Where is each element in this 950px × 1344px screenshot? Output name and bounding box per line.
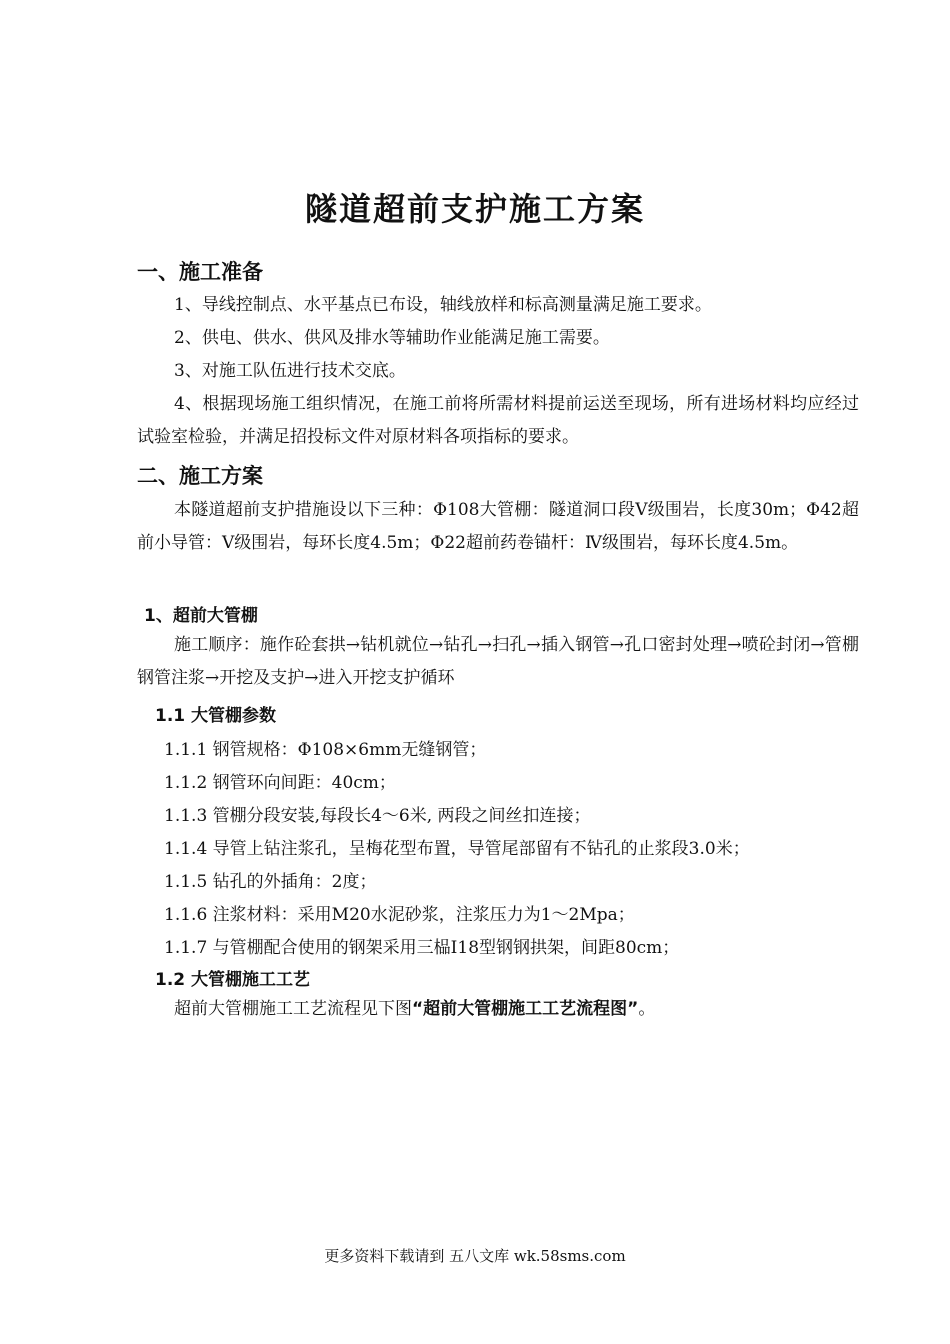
section1-item-1: 1、导线控制点、水平基点已布设，轴线放样和标高测量满足施工要求。 <box>174 295 712 315</box>
section2-intro: 本隧道超前支护措施设以下三种：Φ108大管棚：隧道洞口段Ⅴ级围岩，长度30m；Φ42超前小导管：Ⅴ级围岩，每环长度4.5m；Φ22超前药卷锚杆：Ⅳ级围岩，每环长度4.5m。 <box>137 500 859 553</box>
param-item-3: 1.1.3 管棚分段安装,每段长4～6米, 两段之间丝扣连接； <box>164 806 591 826</box>
section2-heading: 二、施工方案 <box>137 464 263 488</box>
param-item-7: 1.1.7 与管棚配合使用的钢架采用三榀Ⅰ18型钢钢拱架，间距80cm； <box>164 938 680 958</box>
process-heading: 1.2 大管棚施工工艺 <box>155 970 311 990</box>
document-title: 隧道超前支护施工方案 <box>304 190 645 228</box>
param-item-1: 1.1.1 钢管规格：Φ108×6mm无缝钢管； <box>164 740 487 760</box>
section1-item-4: 4、根据现场施工组织情况，在施工前将所需材料提前运送至现场，所有进场材料均应经过试验室检验，并满足招投标文件对原材料各项指标的要求。 <box>137 394 859 447</box>
process-text-after: 。 <box>638 999 656 1019</box>
param-item-4: 1.1.4 导管上钻注浆孔，呈梅花型布置，导管尾部留有不钻孔的止浆段3.0米； <box>164 839 750 859</box>
process-text <box>137 993 859 1026</box>
footer-note: 更多资料下载请到 五八文库 wk.58sms.com <box>324 1247 626 1265</box>
param-item-5: 1.1.5 钻孔的外插角：2度； <box>164 872 377 892</box>
param-item-2: 1.1.2 钢管环向间距：40cm； <box>164 773 396 793</box>
params-heading: 1.1 大管棚参数 <box>155 706 277 726</box>
process-text-before: 超前大管棚施工工艺流程见下图 <box>174 999 412 1019</box>
param-item-6: 1.1.6 注浆材料：采用M20水泥砂浆，注浆压力为1～2Mpa； <box>164 905 635 925</box>
section1-item-2: 2、供电、供水、供风及排水等辅助作业能满足施工需要。 <box>174 328 610 348</box>
construction-sequence: 施工顺序：施作砼套拱→钻机就位→钻孔→扫孔→插入钢管→孔口密封处理→喷砼封闭→管棚钢管注浆→开挖及支护→进入开挖支护循环 <box>137 635 859 688</box>
section1-item-3: 3、对施工队伍进行技术交底。 <box>174 361 406 381</box>
sub1-heading: 1、超前大管棚 <box>144 606 258 626</box>
section1-heading: 一、施工准备 <box>137 260 263 284</box>
process-flowchart-reference: “超前大管棚施工工艺流程图” <box>412 999 639 1019</box>
